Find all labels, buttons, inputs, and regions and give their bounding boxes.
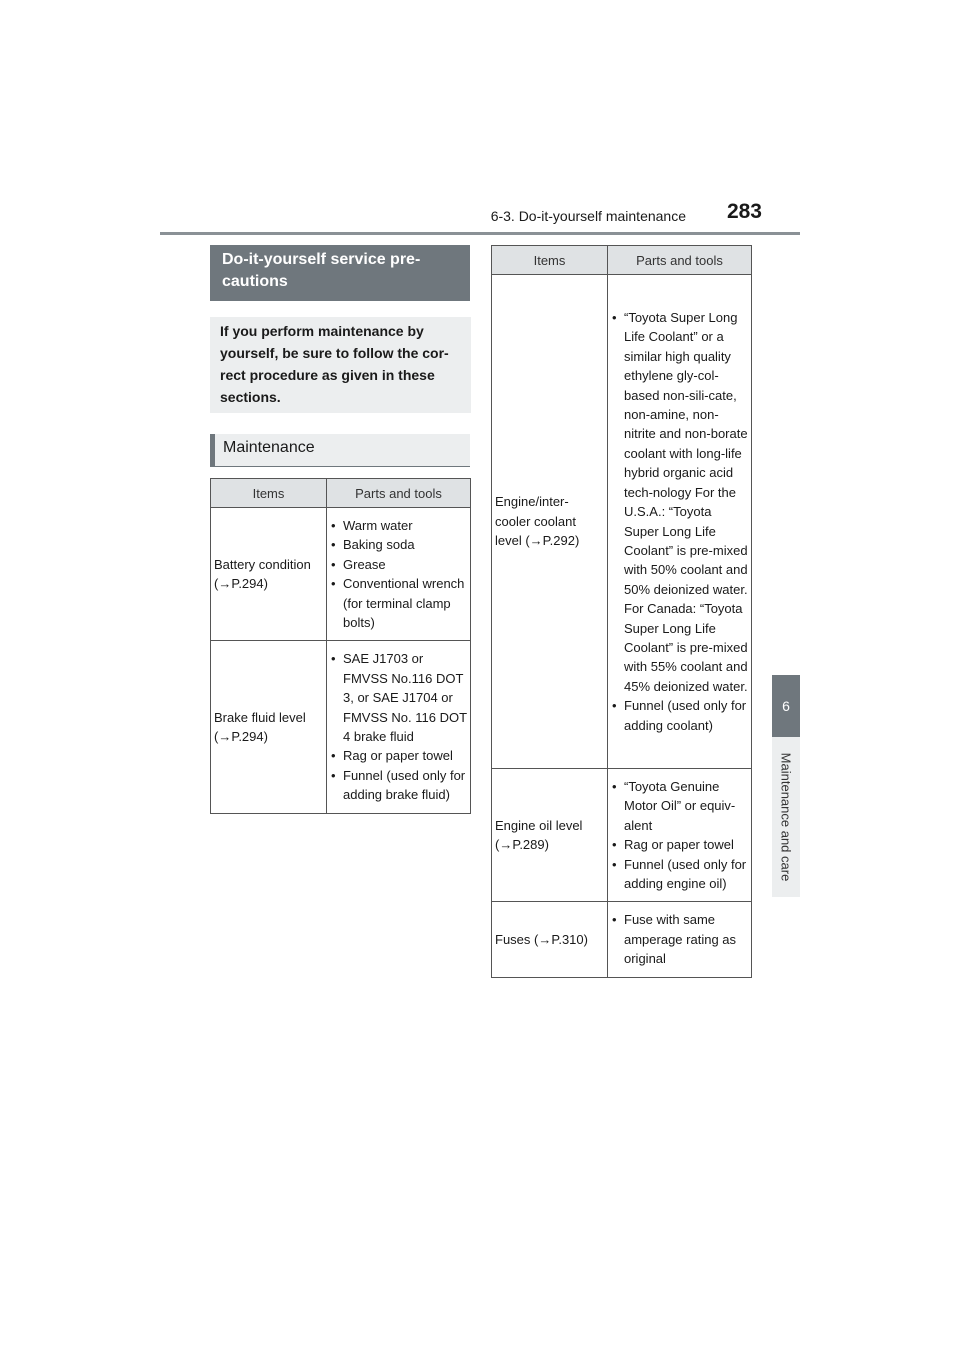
maintenance-table-right bbox=[491, 245, 752, 978]
intro-line: rect procedure as given in these bbox=[220, 367, 435, 383]
intro-line: sections. bbox=[220, 389, 281, 405]
list-item: • Grease bbox=[330, 555, 468, 574]
maintenance-table-left bbox=[210, 478, 471, 814]
table-row bbox=[211, 508, 471, 641]
section-title-line: Do-it-yourself service pre- bbox=[222, 251, 421, 268]
parts-cell bbox=[608, 275, 752, 769]
item-cell bbox=[492, 902, 608, 977]
item-cell bbox=[492, 769, 608, 902]
chapter-label: Maintenance and care bbox=[778, 752, 794, 882]
item-text: Brake fluid level bbox=[214, 709, 306, 725]
item-cell bbox=[492, 275, 608, 769]
section-title-line: cautions bbox=[222, 273, 288, 290]
section-header-title: 6-3. Do-it-yourself maintenance bbox=[490, 208, 686, 224]
table-header-row bbox=[492, 246, 752, 275]
chapter-number: 6 bbox=[782, 698, 790, 714]
list-item: • Funnel (used only for adding engine oil) bbox=[611, 855, 749, 894]
item-text: level (→P.292) bbox=[495, 533, 580, 549]
table-header-row bbox=[211, 479, 471, 508]
list-item: • Funnel (used only for adding brake fluid) bbox=[330, 766, 468, 805]
list-item: • Warm water bbox=[330, 516, 468, 535]
parts-list bbox=[330, 516, 468, 632]
item-text: cooler coolant bbox=[495, 513, 576, 529]
item-text: (→P.294) bbox=[214, 729, 268, 745]
list-item: • Conventional wrench (for terminal clamp bolts) bbox=[330, 574, 468, 632]
table-row bbox=[492, 275, 752, 769]
intro-line: yourself, be sure to follow the cor- bbox=[220, 345, 449, 361]
item-text: Engine oil level bbox=[495, 817, 583, 833]
list-item: • Funnel (used only for adding coolant) bbox=[611, 696, 749, 735]
item-text: Fuses (→P.310) bbox=[495, 931, 588, 947]
list-item: • “Toyota Super Long Life Coolant” or a similar high quality ethylene gly-col-based non-sili-cate, non-amine, non-nitrite and non-borate coolant with long-life hybrid organic acid tech-nology For the U.S.A.: “Toyota Super Long Life Coolant” is pre-mixed with 50% coolant and 50% deionized water. For Canada: “Toyota Super Long Life Coolant” is pre-mixed with 55% coolant and 45% deionized water. bbox=[611, 308, 749, 696]
list-item: • Baking soda bbox=[330, 535, 468, 554]
item-text: (→P.294) bbox=[214, 576, 268, 592]
intro-note bbox=[210, 317, 471, 413]
intro-line: If you perform maintenance by bbox=[220, 323, 424, 339]
parts-list bbox=[330, 649, 468, 804]
header-divider bbox=[160, 232, 800, 235]
page-number: 283 bbox=[726, 200, 762, 223]
column-header-items: Items bbox=[492, 246, 608, 275]
item-text: Engine/inter- bbox=[495, 494, 569, 510]
table-row bbox=[211, 641, 471, 813]
table-row bbox=[492, 902, 752, 977]
parts-list bbox=[611, 910, 749, 968]
column-header-items: Items bbox=[211, 479, 327, 508]
parts-list bbox=[611, 308, 749, 735]
list-item: • Rag or paper towel bbox=[611, 835, 749, 854]
parts-list bbox=[611, 777, 749, 893]
parts-cell bbox=[608, 769, 752, 902]
list-item: • Fuse with same amperage rating as original bbox=[611, 910, 749, 968]
parts-cell bbox=[327, 508, 471, 641]
maintenance-heading: Maintenance bbox=[210, 434, 470, 467]
parts-cell bbox=[608, 902, 752, 977]
column-header-parts: Parts and tools bbox=[608, 246, 752, 275]
list-item: • Rag or paper towel bbox=[330, 746, 468, 765]
column-header-parts: Parts and tools bbox=[327, 479, 471, 508]
section-title-banner bbox=[210, 245, 470, 301]
chapter-tab bbox=[772, 675, 800, 737]
table-row bbox=[492, 769, 752, 902]
list-item: • SAE J1703 or FMVSS No.116 DOT 3, or SAE J1704 or FMVSS No. 116 DOT 4 brake fluid bbox=[330, 649, 468, 746]
item-cell bbox=[211, 641, 327, 813]
item-text: (→P.289) bbox=[495, 837, 549, 853]
parts-cell bbox=[327, 641, 471, 813]
item-cell bbox=[211, 508, 327, 641]
list-item: • “Toyota Genuine Motor Oil” or equiv-alent bbox=[611, 777, 749, 835]
item-text: Battery condition bbox=[214, 556, 311, 572]
